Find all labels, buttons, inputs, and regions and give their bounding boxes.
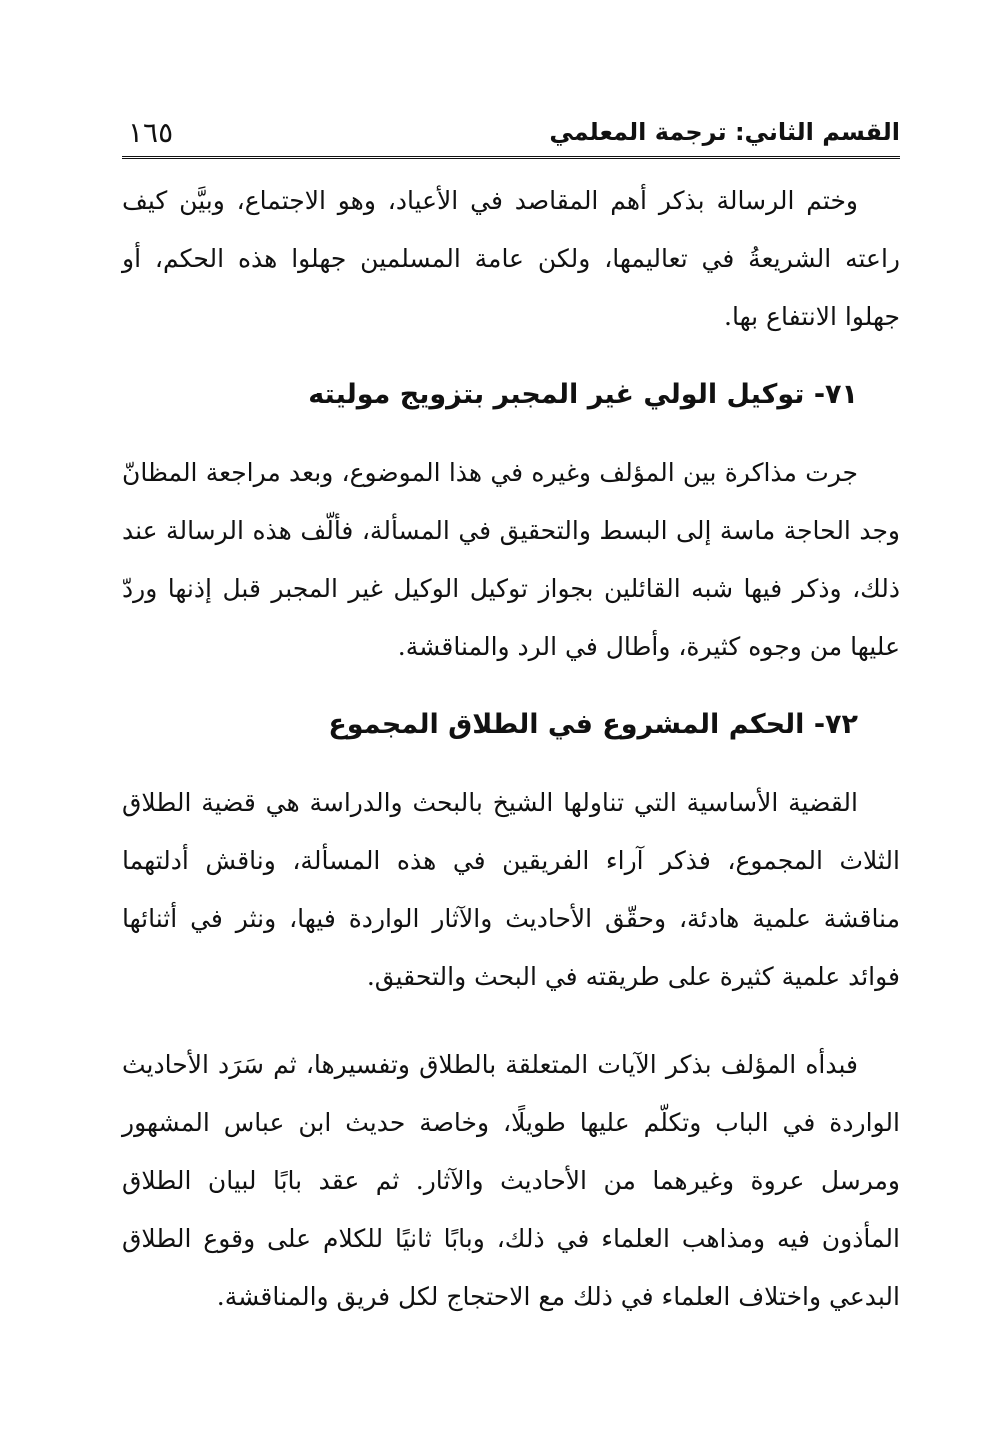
spacer bbox=[122, 346, 900, 360]
running-header bbox=[122, 110, 900, 159]
spacer bbox=[122, 676, 900, 690]
heading-section-72: ٧٢- الحكم المشروع في الطلاق المجموع bbox=[328, 709, 858, 740]
spacer bbox=[122, 760, 900, 774]
heading-section-71: ٧١- توكيل الولي غير المجبر بتزويج موليته bbox=[308, 379, 858, 410]
page-content bbox=[122, 172, 900, 1326]
paragraph-intro: وختم الرسالة بذكر أهم المقاصد في الأعياد، وهو الاجتماع، وبيَّن كيف راعته الشريعةُ في تعاليمها، ولكن عامة المسلمين جهلوا هذه الحكم، أو جهلوا الانتفاع بها. bbox=[122, 186, 900, 331]
page-number: ١٦٥ bbox=[128, 116, 174, 149]
spacer bbox=[122, 430, 900, 444]
paragraph-section-72-b: فبدأه المؤلف بذكر الآيات المتعلقة بالطلاق وتفسيرها، ثم سَرَد الأحاديث الواردة في الباب وتكلّم عليها طويلًا، وخاصة حديث ابن عباس المشهور ومرسل عروة وغيرهما من الأحاديث والآثار. ثم عقد بابًا لبيان الطلاق المأذون فيه ومذاهب العلماء في ذلك، وبابًا ثانيًا للكلام على وقوع الطلاق البدعي واختلاف العلماء في ذلك مع الاحتجاج لكل فريق والمناقشة. bbox=[122, 1050, 900, 1311]
paragraph-section-72-a: القضية الأساسية التي تناولها الشيخ بالبحث والدراسة هي قضية الطلاق الثلاث المجموع، فذكر آراء الفريقين في هذه المسألة، وناقش أدلتهما مناقشة علمية هادئة، وحقّق الأحاديث والآثار الواردة فيها، ونثر في أثنائها فوائد علمية كثيرة على طريقته في البحث والتحقيق. bbox=[122, 788, 900, 991]
spacer bbox=[122, 1006, 900, 1036]
paragraph-section-71: جرت مذاكرة بين المؤلف وغيره في هذا الموضوع، وبعد مراجعة المظانّ وجد الحاجة ماسة إلى البسط والتحقيق في المسألة، فألّف هذه الرسالة عند ذلك، وذكر فيها شبه القائلين بجواز توكيل الوكيل غير المجبر قبل إذنها وردّ عليها من وجوه كثيرة، وأطال في الرد والمناقشة. bbox=[122, 458, 900, 661]
section-title: القسم الثاني: ترجمة المعلمي bbox=[549, 118, 900, 146]
